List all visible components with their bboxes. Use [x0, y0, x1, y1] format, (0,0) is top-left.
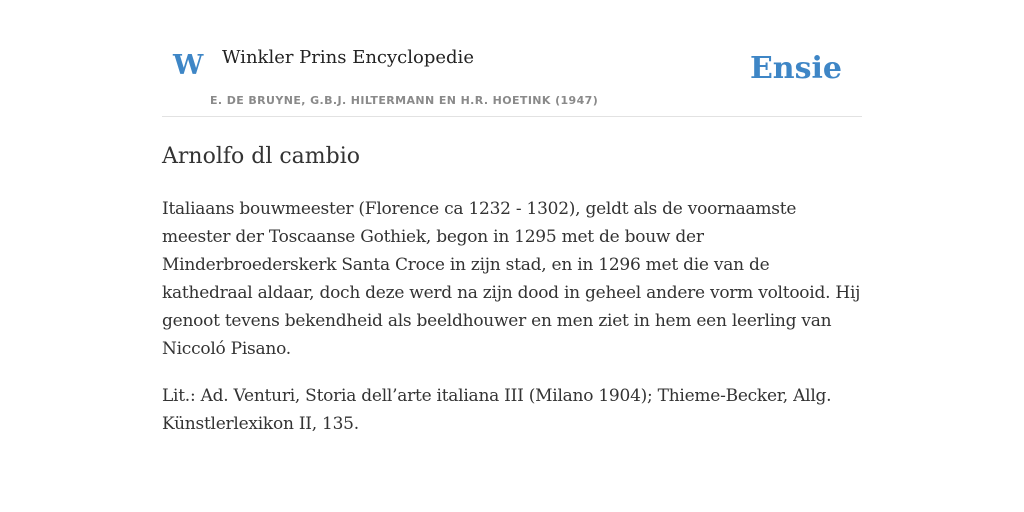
encyclopedia-title-link[interactable]: Winkler Prins Encyclopedie	[222, 47, 474, 68]
page-container	[162, 0, 862, 438]
article	[162, 143, 862, 438]
site-header	[162, 0, 862, 117]
winkler-prins-logo[interactable]: W	[173, 50, 204, 81]
article-title: Arnolfo dl cambio	[162, 144, 361, 169]
literature-paragraph: Lit.: Ad. Venturi, Storia dell’arte italiana III (Milano 1904); Thieme-Becker, Allg. Künstlerlexikon II, 135.	[162, 386, 832, 434]
ensie-logo-link[interactable]: Ensie	[749, 51, 842, 86]
encyclopedia-authors: E. DE BRUYNE, G.B.J. HILTERMANN EN H.R. HOETINK (1947)	[210, 94, 599, 107]
article-paragraph: Italiaans bouwmeester (Florence ca 1232 - 1302), geldt als de voornaamste meester der Toscaanse Gothiek, begon in 1295 met de bouw der Minderbroederskerk Santa Croce in zijn stad, en in 1296 met die van de kathedraal aldaar, doch deze werd na zijn dood in geheel andere vorm voltooid. Hij genoot tevens bekendheid als beeldhouwer en men ziet in hem een leerling van Niccoló Pisano.	[162, 199, 861, 359]
